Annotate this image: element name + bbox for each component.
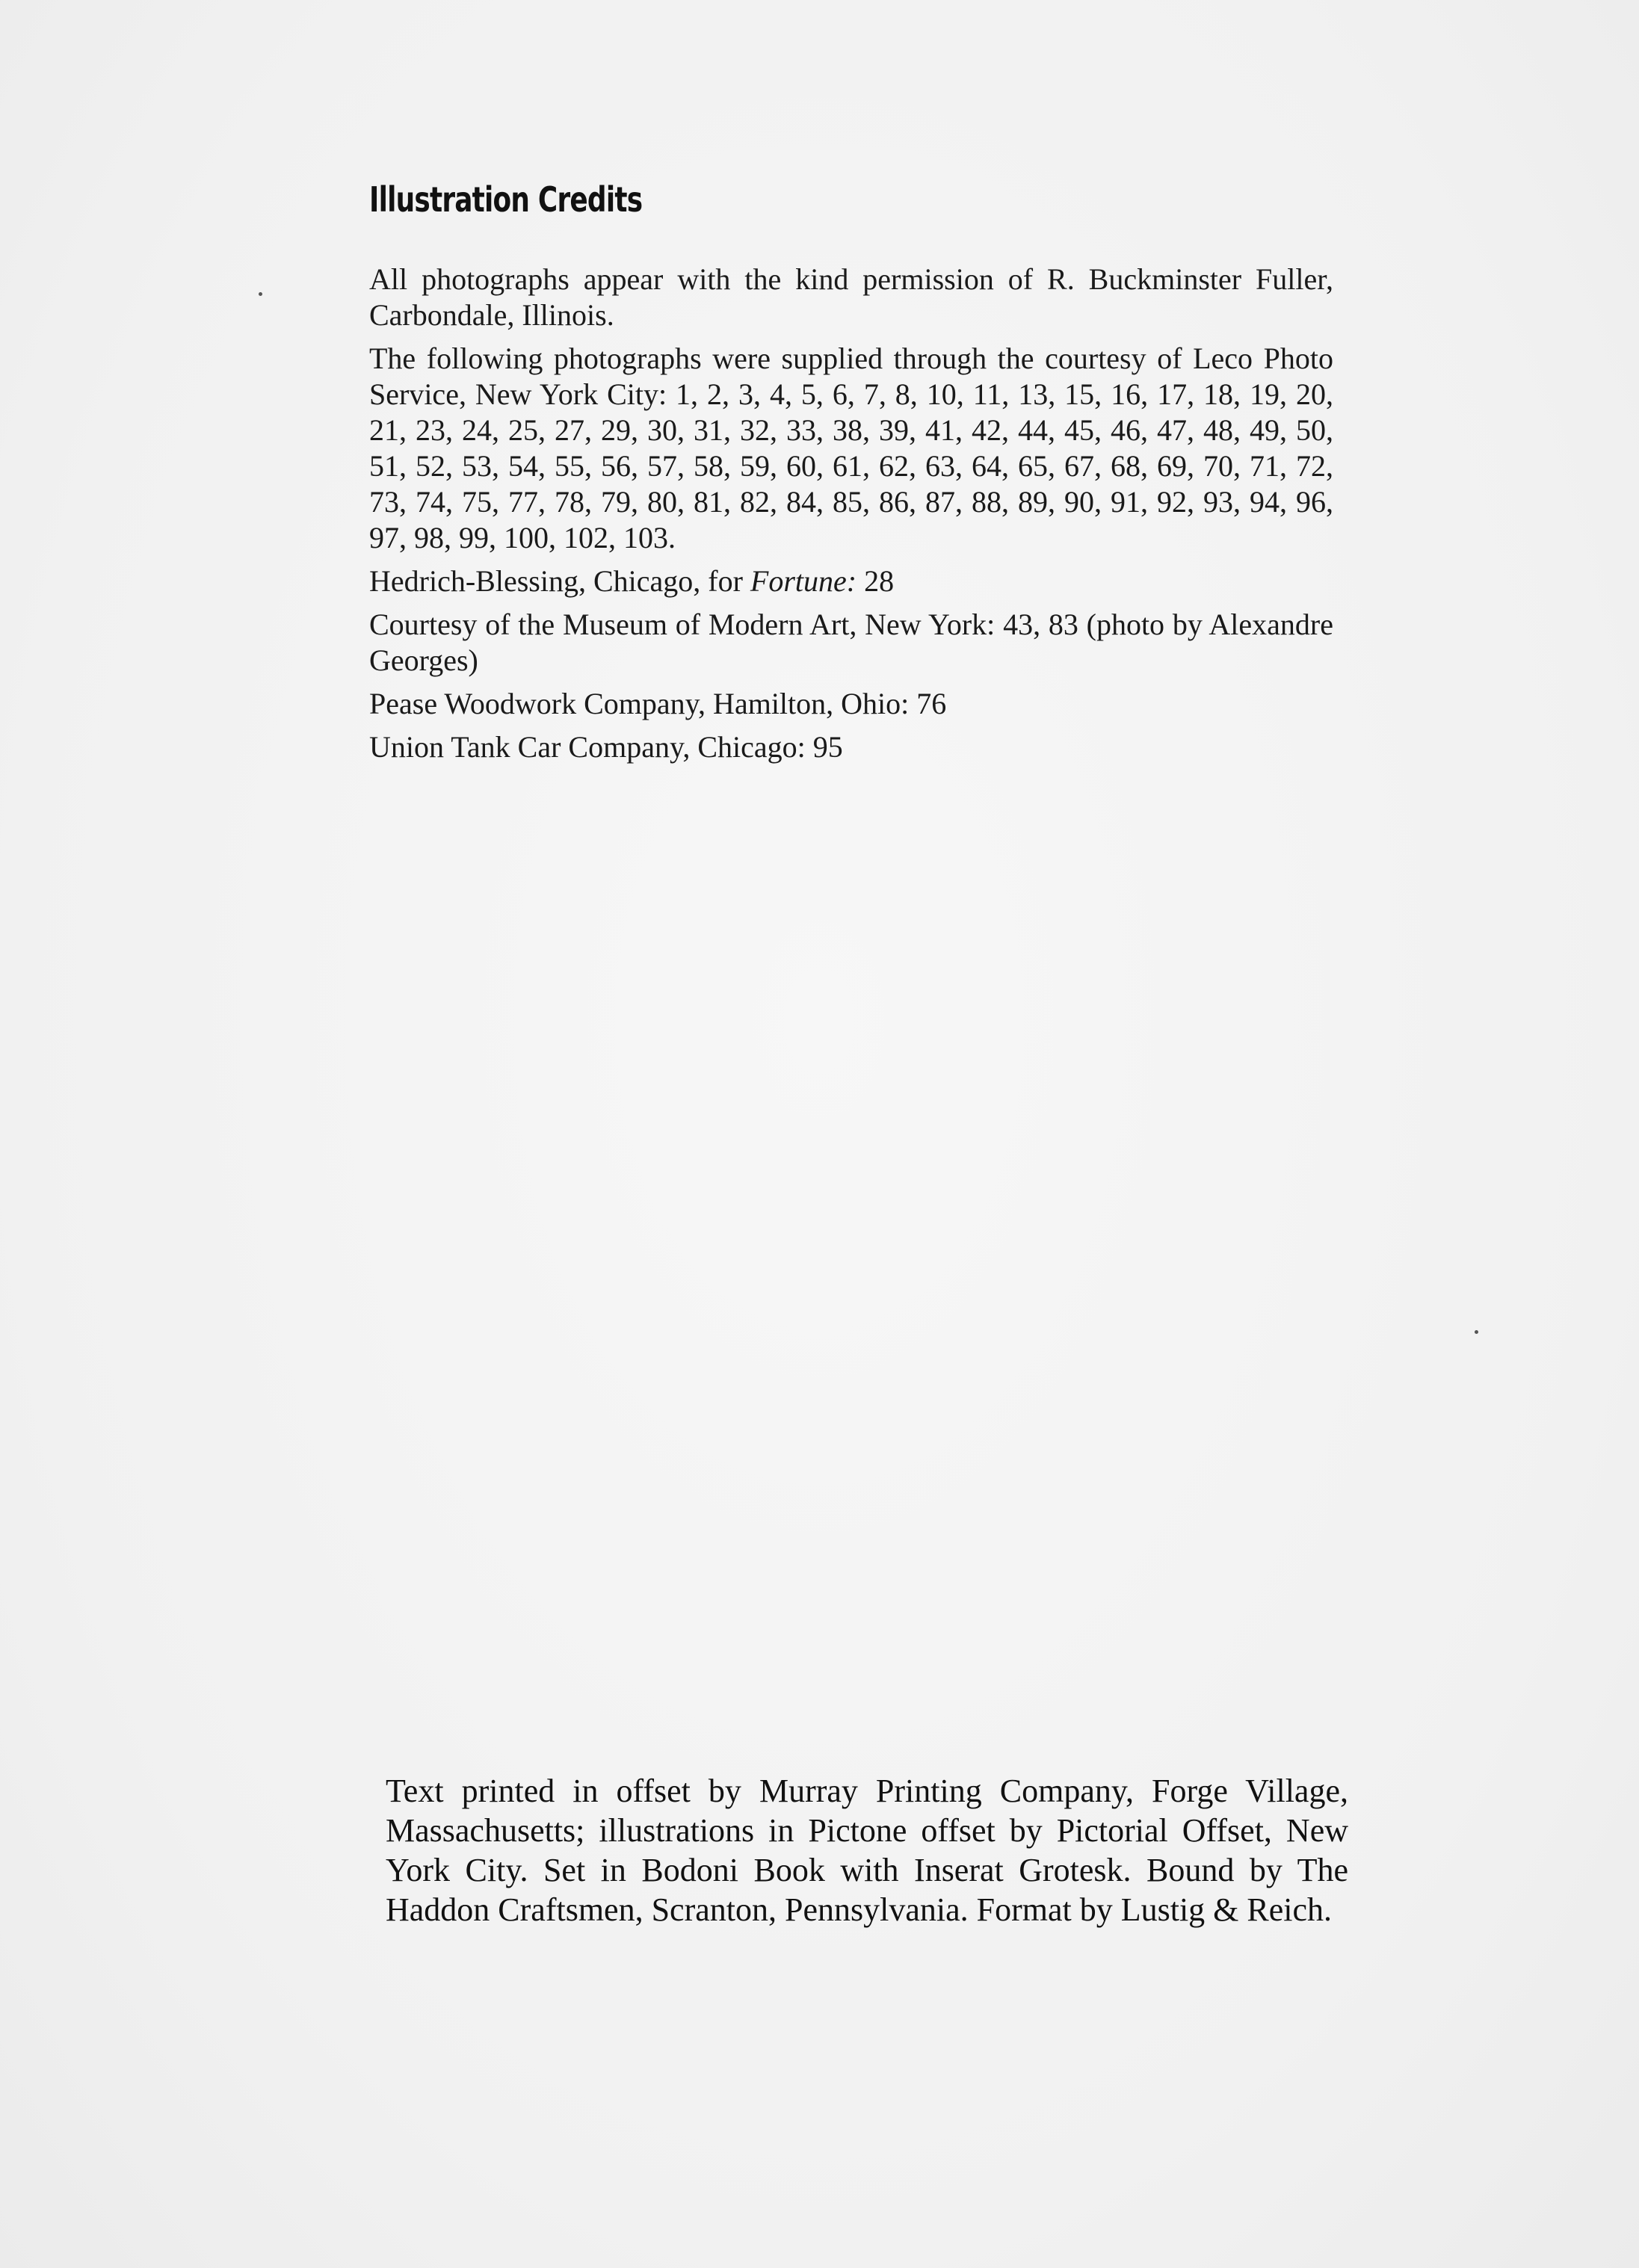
credit-source: Hedrich-Blessing, Chicago, for xyxy=(369,564,750,598)
publication-title: Fortune: xyxy=(750,564,857,598)
credits-list xyxy=(369,262,1333,773)
credit-entry xyxy=(369,563,1333,599)
paper-speck xyxy=(1475,1330,1478,1334)
colophon-text: Text printed in offset by Murray Printing Company, Forge Village, Massachusetts; illustrations in Pictone offset by Pictorial Offset, New York City. Set in Bodoni Book with Inserat Grotesk. Bound by The Haddon Craftsmen, Scranton, Pennsylvania. Format by Lustig & Reich. xyxy=(386,1773,1348,1928)
page-heading: Illustration Credits xyxy=(369,179,643,220)
credit-entry: All photographs appear with the kind permission of R. Buckminster Fuller, Carbondale, Illinois. xyxy=(369,262,1333,332)
credit-entry: Pease Woodwork Company, Hamilton, Ohio: 76 xyxy=(369,687,947,720)
credit-entry: The following photographs were supplied through the courtesy of Leco Photo Service, New York City: 1, 2, 3, 4, 5, 6, 7, 8, 10, 11, 13, 15, 16, 17, 18, 19, 20, 21, 23, 24, 25, 27, 29, 30, 31, 32, 33, 38, 39, 41, 42, 44, 45, 46, 47, 48, 49, 50, 51, 52, 53, 54, 55, 56, 57, 58, 59, 60, 61, 62, 63, 64, 65, 67, 68, 69, 70, 71, 72, 73, 74, 75, 77, 78, 79, 80, 81, 82, 84, 85, 86, 87, 88, 89, 90, 91, 92, 93, 94, 96, 97, 98, 99, 100, 102, 103. xyxy=(369,342,1333,554)
credit-numbers: 28 xyxy=(856,564,895,598)
colophon xyxy=(386,1771,1348,1929)
paper-speck xyxy=(259,292,262,296)
credit-entry: Courtesy of the Museum of Modern Art, New York: 43, 83 (photo by Alexandre Georges) xyxy=(369,608,1333,677)
credit-entry: Union Tank Car Company, Chicago: 95 xyxy=(369,730,843,764)
